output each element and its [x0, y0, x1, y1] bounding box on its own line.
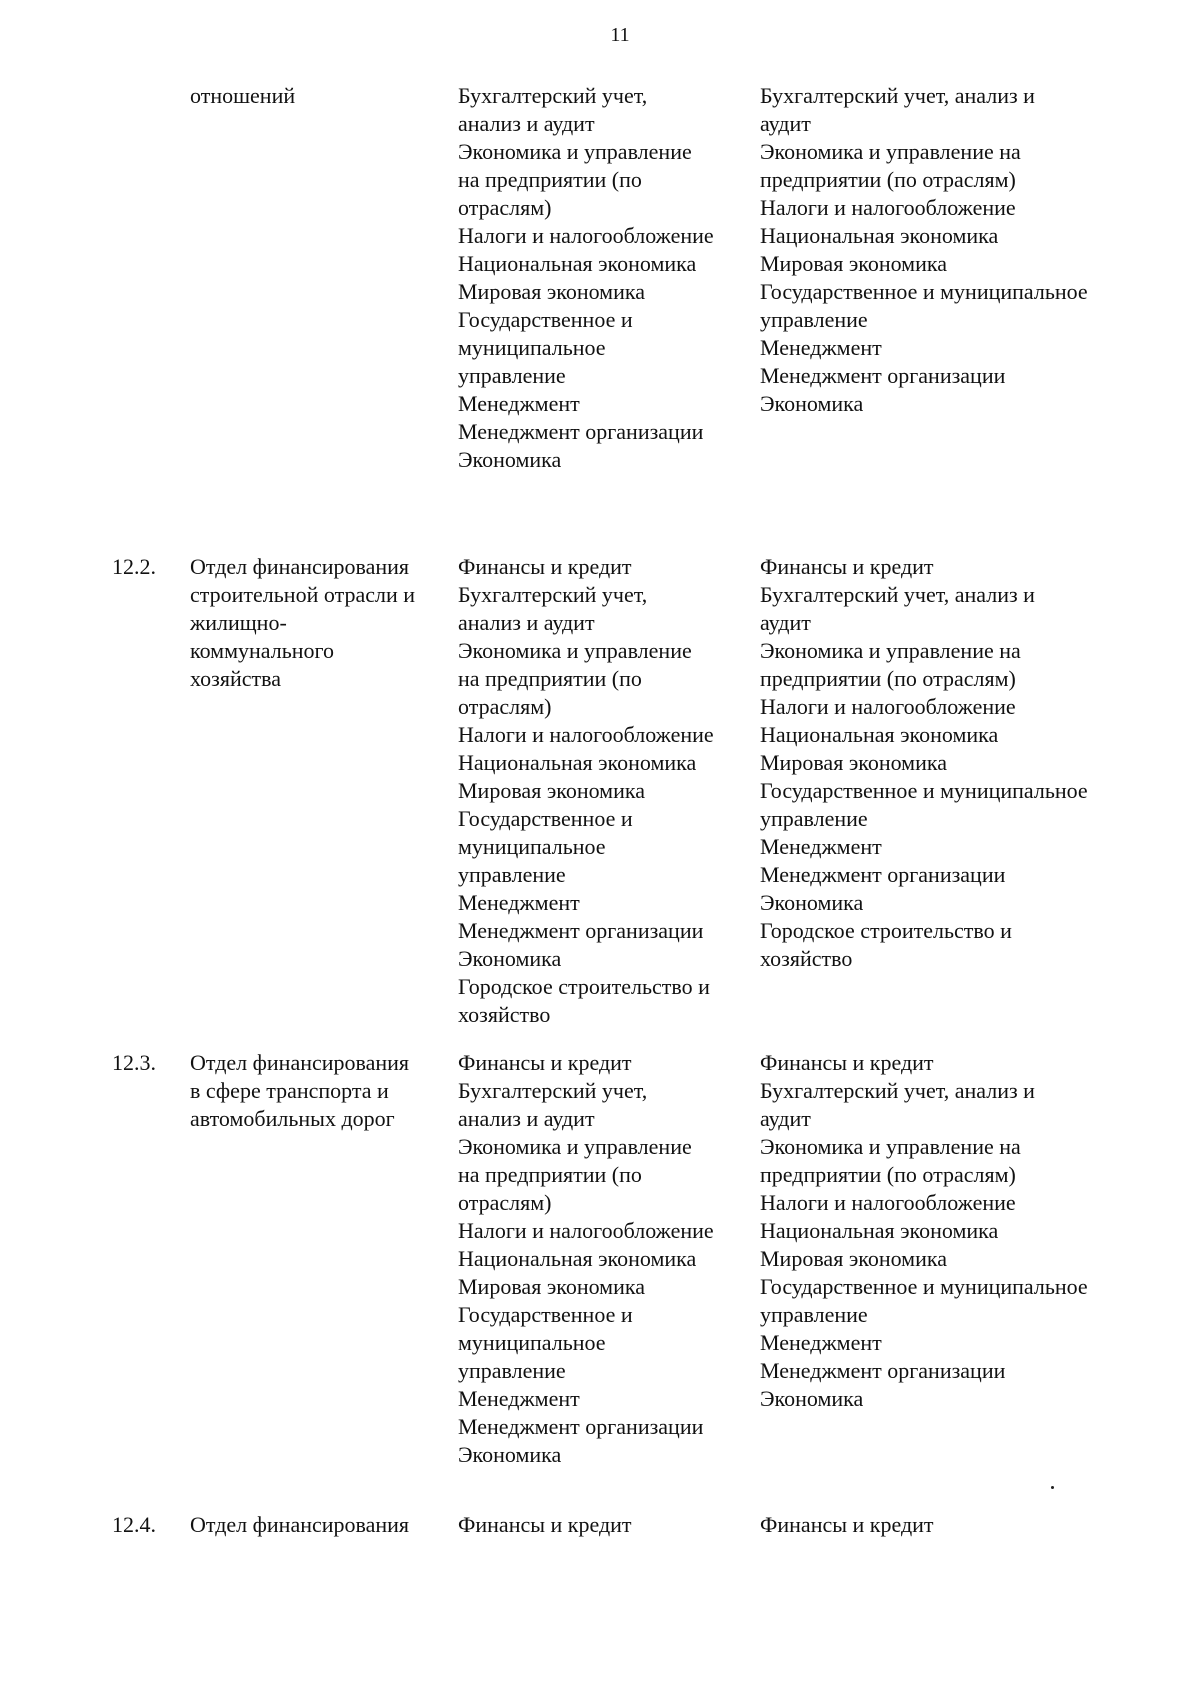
cell-line: Бухгалтерский учет, [458, 582, 648, 607]
cell-line: аудит [760, 610, 811, 635]
cell-line: Менеджмент [458, 890, 580, 915]
cell-line: Национальная экономика [760, 223, 999, 248]
cell-line: управление [760, 1302, 868, 1327]
cell-line: Менеджмент [760, 834, 882, 859]
cell-line: Экономика [458, 447, 562, 472]
cell-line: анализ и аудит [458, 1106, 595, 1131]
department-name [190, 1511, 409, 1539]
cell-line: аудит [760, 1106, 811, 1131]
cell-line: Менеджмент [760, 1330, 882, 1355]
cell-line: Экономика и управление на [760, 1134, 1021, 1159]
cell-line: Мировая экономика [760, 251, 947, 276]
cell-line: Налоги и налогообложение [458, 223, 714, 248]
scan-speck [1051, 1486, 1054, 1489]
cell-line: Мировая экономика [760, 1246, 947, 1271]
specialties-column-a [458, 1511, 632, 1539]
cell-line: хозяйство [458, 1002, 551, 1027]
cell-line: Финансы и кредит [760, 1512, 934, 1537]
cell-line: управление [458, 363, 566, 388]
cell-line: Экономика и управление [458, 1134, 692, 1159]
cell-line: Экономика [760, 1386, 864, 1411]
cell-line: Менеджмент [458, 391, 580, 416]
page-number: 11 [610, 24, 630, 46]
cell-line: аудит [760, 111, 811, 136]
cell-line: Экономика [760, 890, 864, 915]
cell-line: Государственное и [458, 307, 633, 332]
cell-line: муниципальное [458, 834, 606, 859]
cell-line: предприятии (по отраслям) [760, 666, 1016, 691]
specialties-column-b [760, 82, 1088, 418]
cell-line: анализ и аудит [458, 111, 595, 136]
cell-line: управление [760, 307, 868, 332]
cell-line: Экономика [458, 946, 562, 971]
cell-line: Отдел финансирования [190, 554, 410, 579]
cell-line: Экономика и управление [458, 638, 692, 663]
cell-line: Менеджмент организации [458, 419, 704, 444]
cell-line: Налоги и налогообложение [458, 722, 714, 747]
cell-line: Менеджмент [760, 335, 882, 360]
cell-line: Бухгалтерский учет, анализ и [760, 1078, 1035, 1103]
cell-line: на предприятии (по [458, 167, 642, 192]
row-number: 12.4. [112, 1512, 156, 1537]
cell-line: Государственное и муниципальное [760, 279, 1088, 304]
cell-line: управление [458, 862, 566, 887]
cell-line: Экономика и управление [458, 139, 692, 164]
cell-line: Мировая экономика [458, 778, 645, 803]
cell-line: коммунального [190, 638, 334, 663]
cell-line: жилищно- [190, 610, 287, 635]
specialties-column-b [760, 553, 1088, 973]
cell-line: Городское строительство и [760, 918, 1012, 943]
cell-line: строительной отрасли и [190, 582, 416, 607]
cell-line: Бухгалтерский учет, [458, 1078, 648, 1103]
cell-line: Мировая экономика [458, 1274, 645, 1299]
cell-line: Государственное и муниципальное [760, 778, 1088, 803]
cell-line: Налоги и налогообложение [760, 1190, 1016, 1215]
cell-line: муниципальное [458, 335, 606, 360]
cell-line: хозяйства [190, 666, 281, 691]
cell-line: Государственное и муниципальное [760, 1274, 1088, 1299]
cell-line: Государственное и [458, 1302, 633, 1327]
cell-line: Национальная экономика [458, 1246, 697, 1271]
cell-line: Национальная экономика [760, 722, 999, 747]
cell-line: Финансы и кредит [458, 1050, 632, 1075]
cell-line: предприятии (по отраслям) [760, 1162, 1016, 1187]
cell-line: Отдел финансирования [190, 1512, 410, 1537]
cell-line: Мировая экономика [458, 279, 645, 304]
cell-line: отраслям) [458, 694, 552, 719]
department-name [190, 1049, 409, 1133]
cell-line: отраслям) [458, 1190, 552, 1215]
row-number: 12.2. [112, 554, 156, 579]
cell-line: Налоги и налогообложение [760, 195, 1016, 220]
specialties-column-b [760, 1511, 934, 1539]
specialties-column-b [760, 1049, 1088, 1413]
cell-line: Менеджмент организации [458, 918, 704, 943]
cell-line: анализ и аудит [458, 610, 595, 635]
row-number: 12.3. [112, 1050, 156, 1075]
cell-line: Финансы и кредит [760, 1050, 934, 1075]
cell-line: Финансы и кредит [760, 554, 934, 579]
cell-line: Менеджмент [458, 1386, 580, 1411]
cell-line: отраслям) [458, 195, 552, 220]
cell-line: Менеджмент организации [760, 1358, 1006, 1383]
cell-line: Финансы и кредит [458, 1512, 632, 1537]
cell-line: Бухгалтерский учет, анализ и [760, 83, 1035, 108]
cell-line: Бухгалтерский учет, анализ и [760, 582, 1035, 607]
cell-line: Национальная экономика [458, 750, 697, 775]
cell-line: Менеджмент организации [458, 1414, 704, 1439]
cell-line: Отдел финансирования [190, 1050, 410, 1075]
cell-line: на предприятии (по [458, 666, 642, 691]
specialties-column-a [458, 1049, 714, 1469]
cell-line: хозяйство [760, 946, 853, 971]
cell-line: отношений [190, 83, 296, 108]
cell-line: Менеджмент организации [760, 862, 1006, 887]
cell-line: Бухгалтерский учет, [458, 83, 648, 108]
cell-line: Мировая экономика [760, 750, 947, 775]
cell-line: Финансы и кредит [458, 554, 632, 579]
cell-line: Экономика [458, 1442, 562, 1467]
cell-line: Экономика [760, 391, 864, 416]
department-name [190, 82, 295, 110]
cell-line: управление [458, 1358, 566, 1383]
cell-line: Экономика и управление на [760, 638, 1021, 663]
cell-line: Налоги и налогообложение [458, 1218, 714, 1243]
cell-line: в сфере транспорта и [190, 1078, 389, 1103]
cell-line: Налоги и налогообложение [760, 694, 1016, 719]
specialties-column-a [458, 82, 714, 474]
cell-line: управление [760, 806, 868, 831]
specialties-column-a [458, 553, 714, 1029]
cell-line: муниципальное [458, 1330, 606, 1355]
cell-line: Национальная экономика [760, 1218, 999, 1243]
cell-line: автомобильных дорог [190, 1106, 395, 1131]
cell-line: Национальная экономика [458, 251, 697, 276]
cell-line: Экономика и управление на [760, 139, 1021, 164]
department-name [190, 553, 415, 693]
cell-line: Менеджмент организации [760, 363, 1006, 388]
cell-line: Государственное и [458, 806, 633, 831]
cell-line: Городское строительство и [458, 974, 710, 999]
cell-line: предприятии (по отраслям) [760, 167, 1016, 192]
cell-line: на предприятии (по [458, 1162, 642, 1187]
